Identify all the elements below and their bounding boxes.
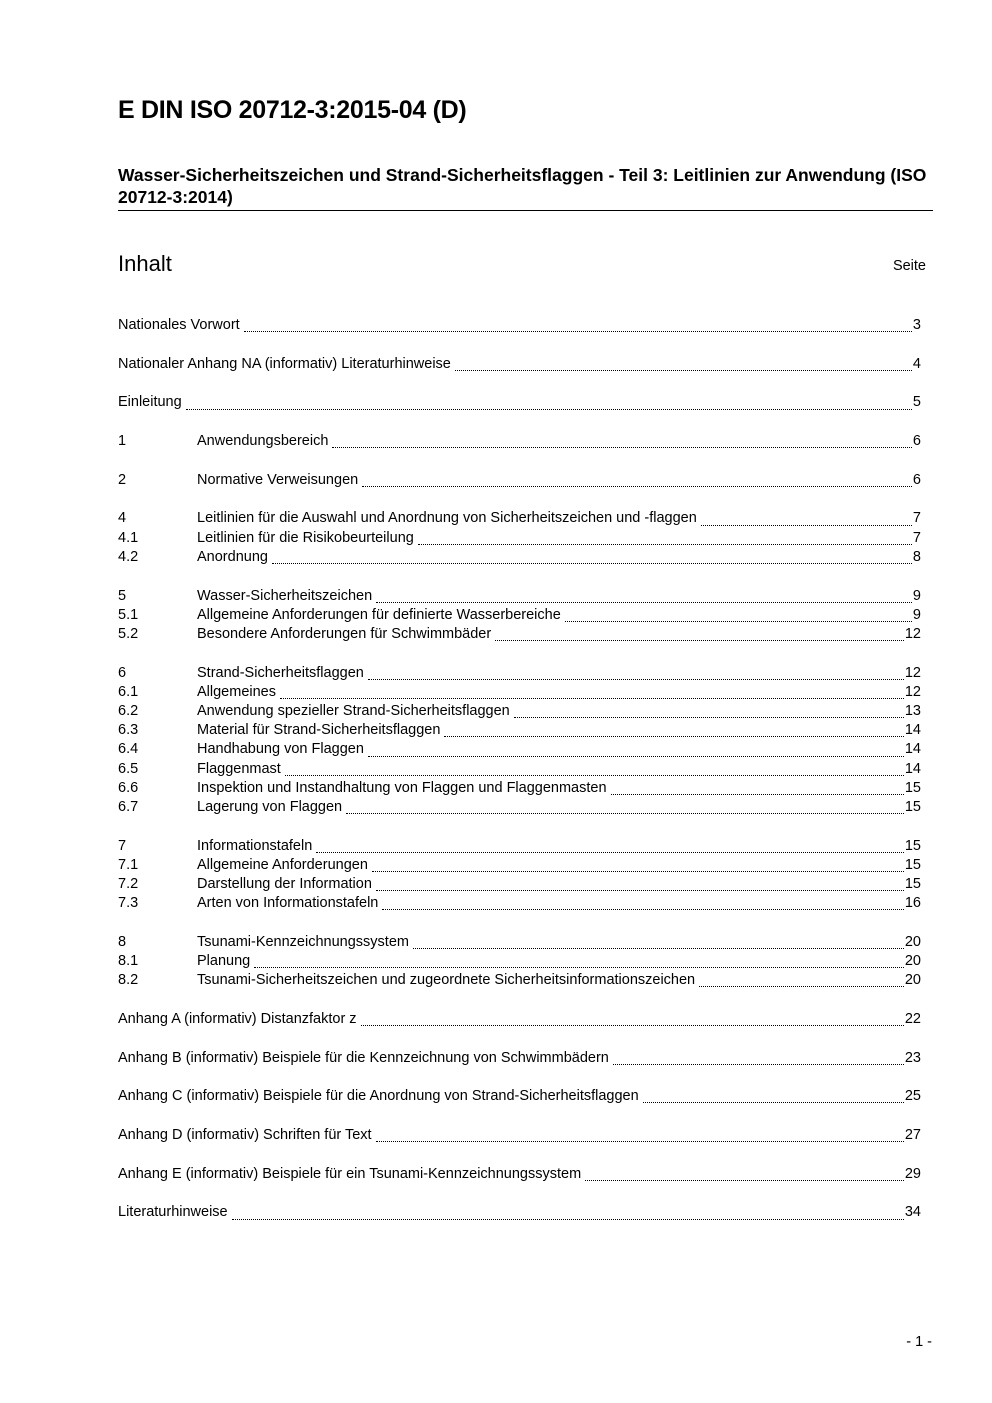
- toc-entry-page: 7: [912, 529, 921, 546]
- toc-entry[interactable]: [118, 894, 921, 913]
- toc-entry[interactable]: [118, 740, 921, 759]
- toc-entry-page: 16: [904, 895, 921, 912]
- toc-entry[interactable]: [118, 316, 921, 335]
- toc-entry-page: 23: [904, 1049, 921, 1066]
- toc-entry-title: Einleitung: [118, 394, 182, 411]
- toc-entry-page: 5: [912, 394, 921, 411]
- toc-dot-leader: [455, 369, 912, 371]
- toc-entry-number: 6.7: [118, 798, 139, 815]
- toc-entry-title: Anwendung spezieller Strand-Sicherheitsflaggen: [197, 702, 510, 719]
- toc-dot-leader: [376, 889, 904, 891]
- toc-entry[interactable]: [118, 625, 921, 644]
- toc-entry[interactable]: [118, 355, 921, 374]
- toc-entry-title: Nationaler Anhang NA (informativ) Literaturhinweise: [118, 355, 451, 372]
- toc-entry[interactable]: [118, 1010, 921, 1029]
- toc-group: [118, 1126, 921, 1145]
- toc-entry-title: Leitlinien für die Risikobeurteilung: [197, 529, 414, 546]
- toc-dot-leader: [585, 1179, 904, 1181]
- toc-dot-leader: [244, 330, 912, 332]
- toc-entry-number: 7.1: [118, 856, 139, 873]
- toc-entry-number: 6.5: [118, 760, 139, 777]
- toc-group: [118, 933, 921, 991]
- toc-entry-page: 6: [912, 433, 921, 450]
- toc-entry-title: Anhang D (informativ) Schriften für Text: [118, 1126, 372, 1143]
- toc-entry[interactable]: [118, 587, 921, 606]
- toc-page-column-label: Seite: [892, 258, 926, 274]
- toc-dot-leader: [376, 601, 912, 603]
- toc-group: [118, 316, 921, 335]
- toc-dot-leader: [361, 1024, 904, 1026]
- toc-entry-page: 4: [912, 355, 921, 372]
- toc-dot-leader: [444, 735, 903, 737]
- toc-entry-number: 8: [118, 933, 127, 950]
- toc-dot-leader: [372, 870, 904, 872]
- toc-entry-page: 20: [904, 933, 921, 950]
- toc-group: [118, 1010, 921, 1029]
- toc-entry-number: 5: [118, 587, 127, 604]
- toc-entry-number: 6.4: [118, 741, 139, 758]
- toc-entry-title: Wasser-Sicherheitszeichen: [197, 587, 373, 604]
- toc-dot-leader: [362, 485, 912, 487]
- toc-entry-page: 25: [904, 1088, 921, 1105]
- toc-entry[interactable]: [118, 1126, 921, 1145]
- toc-entry-title: Handhabung von Flaggen: [197, 741, 364, 758]
- toc-entry-number: 6.2: [118, 702, 139, 719]
- toc-entry[interactable]: [118, 471, 921, 490]
- toc-entry[interactable]: [118, 837, 921, 856]
- toc-entry[interactable]: [118, 432, 921, 451]
- toc-entry-page: 12: [904, 683, 921, 700]
- toc-dot-leader: [280, 697, 904, 699]
- toc-entry-page: 14: [904, 722, 921, 739]
- toc-entry-page: 9: [912, 587, 921, 604]
- toc-entry-title: Anhang C (informativ) Beispiele für die Anordnung von Strand-Sicherheitsflaggen: [118, 1088, 639, 1105]
- toc-dot-leader: [495, 639, 904, 641]
- toc-entry-number: 7: [118, 837, 127, 854]
- toc-group: [118, 1203, 921, 1222]
- toc-entry-page: 29: [904, 1165, 921, 1182]
- toc-dot-leader: [232, 1218, 904, 1220]
- toc-entry-page: 3: [912, 317, 921, 333]
- toc-entry-page: 15: [904, 875, 921, 892]
- toc-entry-page: 27: [904, 1126, 921, 1143]
- toc-entry-number: 2: [118, 471, 127, 488]
- toc-entry-title: Allgemeine Anforderungen: [197, 856, 368, 873]
- toc-group: [118, 1165, 921, 1184]
- toc-dot-leader: [514, 716, 904, 718]
- toc-dot-leader: [701, 524, 912, 526]
- toc-entry-title: Flaggenmast: [197, 760, 281, 777]
- toc-entry-title: Allgemeine Anforderungen für definierte Wasserbereiche: [197, 606, 561, 623]
- document-id: E DIN ISO 20712-3:2015-04 (D): [118, 96, 467, 124]
- toc-entry-page: 15: [904, 856, 921, 873]
- toc-dot-leader: [418, 543, 912, 545]
- toc-entry-number: 8.2: [118, 972, 139, 989]
- toc-entry[interactable]: [118, 1203, 921, 1222]
- toc-entry-title: Anwendungsbereich: [197, 433, 329, 450]
- toc-entry-title: Tsunami-Sicherheitszeichen und zugeordnete Sicherheitsinformationszeichen: [197, 972, 696, 989]
- toc-entry-number: 1: [118, 433, 127, 450]
- toc-group: [118, 1087, 921, 1106]
- toc-entry-title: Allgemeines: [197, 683, 276, 700]
- toc-entry-page: 20: [904, 972, 921, 989]
- page-number: - 1 -: [906, 1334, 932, 1350]
- toc-entry-number: 5.1: [118, 606, 139, 623]
- toc-group: [118, 471, 921, 490]
- toc-entry-page: 20: [904, 953, 921, 969]
- toc-entry[interactable]: [118, 798, 921, 817]
- toc-entry-title: Anhang A (informativ) Distanzfaktor z: [118, 1010, 357, 1027]
- toc-dot-leader: [346, 812, 904, 814]
- toc-entry-title: Anordnung: [197, 548, 268, 565]
- toc-entry-title: Literaturhinweise: [118, 1204, 228, 1221]
- toc-dot-leader: [186, 408, 912, 410]
- toc-entry-page: 14: [904, 760, 921, 777]
- toc-entry-title: Normative Verweisungen: [197, 471, 359, 488]
- toc-dot-leader: [254, 966, 904, 968]
- toc-entry-page: 34: [904, 1204, 921, 1221]
- toc-group: [118, 509, 921, 567]
- toc-entry-page: 15: [904, 798, 921, 815]
- toc-entry[interactable]: [118, 664, 921, 683]
- toc-entry-title: Informationstafeln: [197, 837, 313, 854]
- toc-entry-page: 9: [912, 606, 921, 623]
- toc-entry-page: 13: [904, 702, 921, 719]
- toc-entry-title: Darstellung der Information: [197, 875, 372, 892]
- toc-entry-number: 4: [118, 510, 127, 527]
- toc-dot-leader: [611, 793, 904, 795]
- toc-entry-page: 14: [904, 741, 921, 758]
- document-subtitle: Wasser-Sicherheitszeichen und Strand-Sicherheitsflaggen - Teil 3: Leitlinien zur Anwendung (ISO 20712-3:2014): [118, 164, 933, 211]
- toc-entry[interactable]: [118, 509, 921, 528]
- toc-entry-number: 6.3: [118, 722, 139, 739]
- toc-dot-leader: [368, 678, 904, 680]
- toc-entry-page: 12: [904, 664, 921, 681]
- toc-entry-title: Leitlinien für die Auswahl und Anordnung von Sicherheitszeichen und -flaggen: [197, 510, 697, 527]
- toc-entry-title: Lagerung von Flaggen: [197, 798, 343, 815]
- toc-group: [118, 355, 921, 374]
- toc-entry-number: 6.1: [118, 683, 139, 700]
- toc-group: [118, 1049, 921, 1068]
- toc-entry-page: 15: [904, 779, 921, 796]
- toc-group: [118, 393, 921, 412]
- toc-group: [118, 587, 921, 645]
- toc-entry-title: Anhang B (informativ) Beispiele für die Kennzeichnung von Schwimmbädern: [118, 1049, 609, 1066]
- toc-dot-leader: [643, 1101, 904, 1103]
- toc-group: [118, 664, 921, 818]
- toc-entry[interactable]: [118, 856, 921, 875]
- toc-entry[interactable]: [118, 721, 921, 740]
- toc-entry-number: 4.1: [118, 529, 139, 546]
- toc-entry-page: 12: [904, 625, 921, 642]
- toc-entry[interactable]: [118, 702, 921, 721]
- toc-entry[interactable]: [118, 1087, 921, 1106]
- toc-entry-number: 7.3: [118, 895, 139, 912]
- toc-entry[interactable]: [118, 971, 921, 990]
- toc-dot-leader: [285, 774, 904, 776]
- toc-dot-leader: [332, 446, 912, 448]
- toc-entry-number: 8.1: [118, 953, 139, 969]
- toc-entry-title: Arten von Informationstafeln: [197, 895, 379, 912]
- toc-entry[interactable]: [118, 1165, 921, 1184]
- toc-entry-number: 6: [118, 664, 127, 681]
- toc-entry[interactable]: [118, 875, 921, 894]
- toc-entry-title: Planung: [197, 953, 251, 969]
- toc-entry-page: 8: [912, 548, 921, 565]
- toc-heading: Inhalt: [118, 251, 172, 276]
- toc-entry-number: 4.2: [118, 548, 139, 565]
- toc-entry[interactable]: [118, 529, 921, 548]
- toc-entry[interactable]: [118, 548, 921, 567]
- toc-entry[interactable]: [118, 606, 921, 625]
- toc-dot-leader: [272, 562, 912, 564]
- toc-entry-title: Besondere Anforderungen für Schwimmbäder: [197, 625, 492, 642]
- toc-entry-page: 7: [912, 510, 921, 527]
- toc-entry[interactable]: [118, 952, 921, 971]
- toc-dot-leader: [565, 620, 912, 622]
- toc-dot-leader: [382, 908, 904, 910]
- toc-dot-leader: [376, 1140, 904, 1142]
- toc-dot-leader: [368, 755, 904, 757]
- toc-entry[interactable]: [118, 683, 921, 702]
- toc-entry-number: 5.2: [118, 625, 139, 642]
- toc-entry[interactable]: [118, 779, 921, 798]
- toc-entry-page: 22: [904, 1010, 921, 1027]
- toc-entry-title: Material für Strand-Sicherheitsflaggen: [197, 722, 441, 739]
- toc-entry-page: 6: [912, 471, 921, 488]
- toc-entry-page: 15: [904, 837, 921, 854]
- toc-entry-title: Inspektion und Instandhaltung von Flaggen und Flaggenmasten: [197, 779, 607, 796]
- toc-entry-title: Strand-Sicherheitsflaggen: [197, 664, 364, 681]
- toc-dot-leader: [613, 1063, 904, 1065]
- toc-entry-title: Tsunami-Kennzeichnungssystem: [197, 933, 409, 950]
- toc-dot-leader: [413, 947, 904, 949]
- toc-group: [118, 837, 921, 914]
- toc-entry-number: 7.2: [118, 875, 139, 892]
- toc-entry[interactable]: [118, 760, 921, 779]
- toc-dot-leader: [316, 851, 904, 853]
- toc-entry[interactable]: [118, 393, 921, 412]
- toc-entry[interactable]: [118, 933, 921, 952]
- table-of-contents: [118, 316, 921, 1242]
- toc-entry[interactable]: [118, 1049, 921, 1068]
- toc-group: [118, 432, 921, 451]
- toc-entry-title: Nationales Vorwort: [118, 317, 240, 333]
- toc-dot-leader: [699, 985, 904, 987]
- toc-entry-title: Anhang E (informativ) Beispiele für ein Tsunami-Kennzeichnungssystem: [118, 1165, 582, 1182]
- toc-entry-number: 6.6: [118, 779, 139, 796]
